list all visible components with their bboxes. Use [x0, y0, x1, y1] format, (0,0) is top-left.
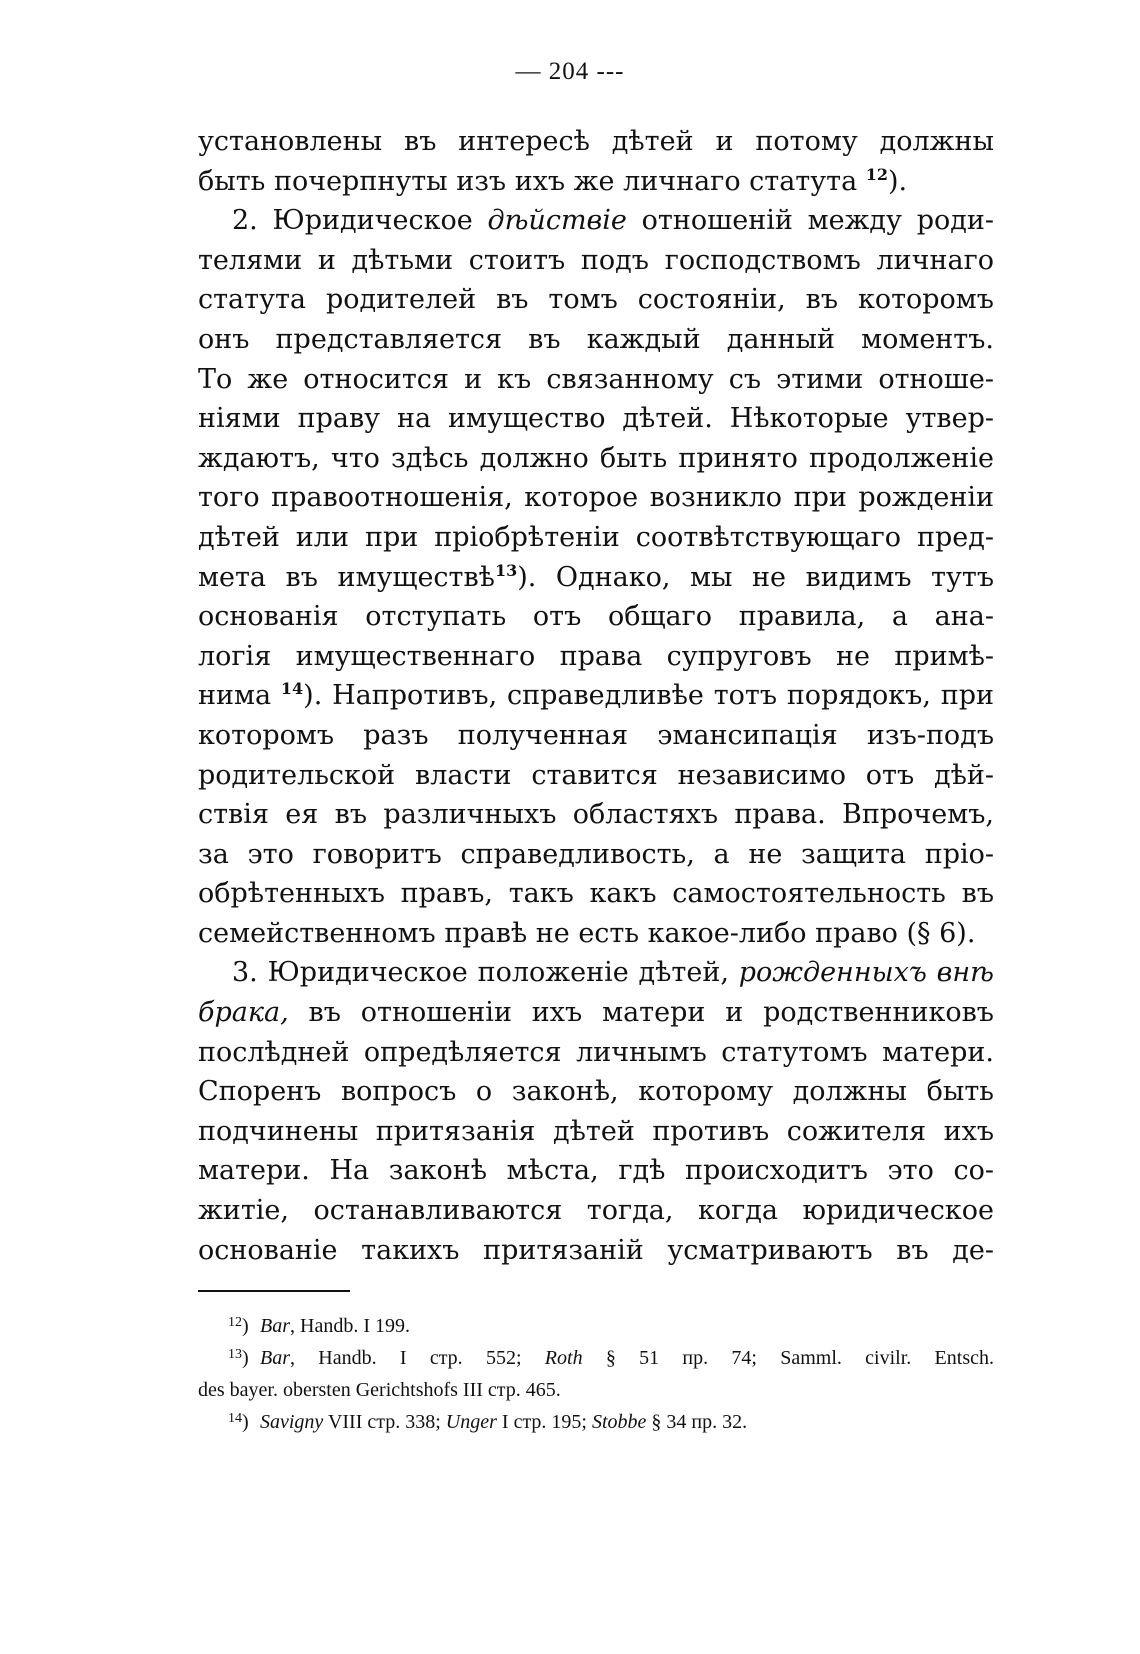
text-line: То же относится и къ связанному съ этими отноше- [198, 363, 994, 395]
page-number: — 204 --- [515, 58, 625, 85]
text-line: Споренъ вопросъ о законѣ, которому должны быть [198, 1076, 994, 1108]
text-line: ніями праву на имущество дѣтей. Нѣкоторые утвер- [198, 403, 994, 435]
text-line: 2. Юридическое дѣйствіе отношеній между роди- [232, 205, 994, 237]
footnotes [198, 1310, 994, 1438]
text-line: семейственномъ правѣ не есть какое-либо право (§ 6). [198, 917, 976, 949]
text-line: онъ представляется въ каждый данный моментъ. [198, 323, 994, 355]
text-line: послѣдней опредѣляется личнымъ статутомъ матери. [198, 1036, 994, 1068]
text-line: 3. Юридическое положеніе дѣтей, рожденныхъ внѣ [232, 957, 994, 989]
text-line: родительской власти ставится независимо отъ дѣй- [198, 759, 994, 791]
text-line: которомъ разъ полученная эмансипація изъ-подъ [198, 719, 994, 751]
main-text [198, 122, 994, 1270]
text-line: житіе, останавливаются тогда, когда юридическое [198, 1195, 994, 1227]
text-line: нима $^{14}$). Напротивъ, справедливѣе тотъ порядокъ, при [198, 679, 994, 712]
footnote-divider [198, 1290, 350, 1292]
text-line: подчинены притязанія дѣтей противъ сожителя ихъ [198, 1115, 994, 1147]
text-line: статута родителей въ томъ состояніи, въ которомъ [198, 284, 994, 316]
text-line: мета въ имуществѣ$^{13}$). Однако, мы не видимъ тутъ [198, 560, 994, 593]
text-line: ствія ея въ различныхъ областяхъ права. Впрочемъ, [198, 799, 994, 831]
footnote: $^{12}$) Bar, Handb. I 199. [228, 1315, 410, 1337]
text-line: логія имущественнаго права супруговъ не примѣ- [198, 640, 994, 672]
text-line: основаніе такихъ притязаній усматриваютъ въ де- [198, 1234, 994, 1266]
text-line: ждаютъ, что здѣсь должно быть принято продолженіе [198, 442, 994, 474]
text-line: матери. На законѣ мѣста, гдѣ происходитъ это со- [198, 1155, 994, 1187]
text-line: за это говоритъ справедливость, а не защита пріо- [198, 838, 994, 870]
text-line: основанія отступать отъ общаго правила, а ана- [198, 601, 994, 633]
footnote: $^{13}$) Bar, Handb. I стр. 552; Roth § 51 пр. 74; Samml. civilr. Entsch. [228, 1347, 994, 1369]
text-line: обрѣтенныхъ правъ, такъ какъ самостоятельность въ [198, 878, 994, 910]
text-line: дѣтей или при пріобрѣтеніи соотвѣтствующаго пред- [198, 521, 994, 553]
text-line: быть почерпнуты изъ ихъ же личнаго статута $^{12}$). [198, 164, 908, 197]
footnote: $^{14}$) Savigny VIII стр. 338; Unger I стр. 195; Stobbe § 34 пр. 32. [228, 1411, 748, 1433]
text-line: брака, въ отношеніи ихъ матери и родственниковъ [198, 997, 994, 1029]
text-line: установлены въ интересѣ дѣтей и потому должны [198, 126, 994, 157]
footnote-continuation: des bayer. obersten Gerichtshofs III стр. 465. [198, 1379, 561, 1401]
text-line: телями и дѣтьми стоитъ подъ господствомъ личнаго [198, 244, 994, 276]
text-line: того правоотношенія, которое возникло при рожденіи [198, 482, 994, 514]
